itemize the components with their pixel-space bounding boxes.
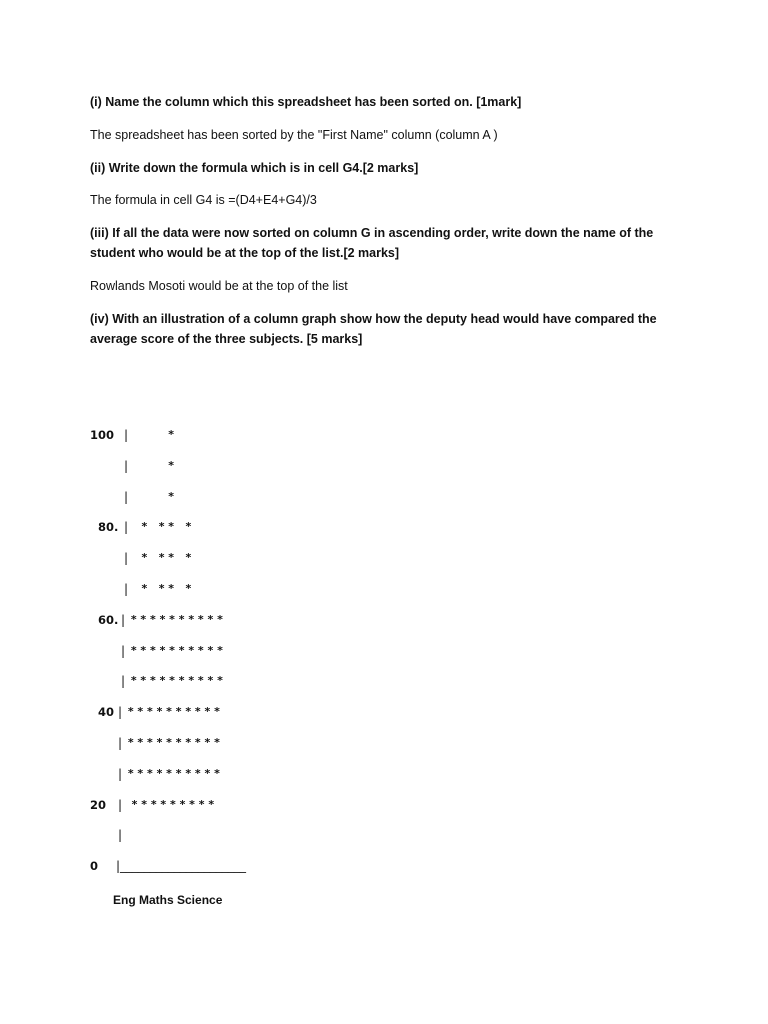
graph-stars: * * * * — [130, 520, 192, 533]
graph-axis-bar: | — [118, 828, 123, 842]
graph-axis-bar: | — [124, 551, 129, 565]
graph-axis-bar: |_____________________ — [116, 859, 247, 873]
graph-x-axis-labels: Eng Maths Science — [113, 893, 223, 907]
graph-axis-bar: | — [118, 736, 123, 750]
question-4-line-1: (iv) With an illustration of a column graph show how the deputy head would have compared the — [90, 312, 657, 326]
graph-axis-bar: | — [118, 705, 123, 719]
graph-y-tick-label: 0 — [90, 859, 99, 873]
graph-stars: * — [130, 459, 175, 472]
graph-y-tick-label: 20 — [90, 798, 107, 812]
graph-stars: * * * * * * * * * * — [127, 644, 223, 657]
graph-stars: * — [130, 428, 175, 441]
question-2: (ii) Write down the formula which is in cell G4.[2 marks] — [90, 161, 419, 175]
question-3-line-2: student who would be at the top of the list.[2 marks] — [90, 246, 400, 260]
graph-stars: * * * * * * * * * — [124, 798, 215, 811]
graph-stars: * * * * * * * * * * — [124, 705, 220, 718]
graph-y-tick-label: 60. — [98, 613, 119, 627]
graph-axis-bar: | — [121, 613, 126, 627]
graph-stars: * * * * * * * * * * — [127, 674, 223, 687]
question-1: (i) Name the column which this spreadsheet has been sorted on. [1mark] — [90, 95, 522, 109]
graph-axis-bar: | — [121, 674, 126, 688]
graph-y-tick-label: 100 — [90, 428, 115, 442]
graph-axis-bar: | — [124, 582, 129, 596]
graph-axis-bar: | — [124, 520, 129, 534]
graph-stars: * * * * — [130, 551, 192, 564]
answer-2: The formula in cell G4 is =(D4+E4+G4)/3 — [90, 193, 317, 207]
graph-stars: * * * * * * * * * * — [124, 736, 220, 749]
graph-stars: * * * * * * * * * * — [127, 613, 223, 626]
graph-stars: * * * * * * * * * * — [124, 767, 220, 780]
graph-axis-bar: | — [121, 644, 126, 658]
graph-axis-bar: | — [124, 490, 129, 504]
graph-axis-bar: | — [118, 798, 123, 812]
graph-stars: * — [130, 490, 175, 503]
question-4-line-2: average score of the three subjects. [5 marks] — [90, 332, 363, 346]
graph-axis-bar: | — [124, 459, 129, 473]
graph-axis-bar: | — [118, 767, 123, 781]
graph-axis-bar: | — [124, 428, 129, 442]
graph-stars: * * * * — [130, 582, 192, 595]
graph-y-tick-label: 40 — [98, 705, 115, 719]
question-3-line-1: (iii) If all the data were now sorted on column G in ascending order, write down the name of the — [90, 226, 654, 240]
answer-3: Rowlands Mosoti would be at the top of the list — [90, 279, 348, 293]
graph-y-tick-label: 80. — [98, 520, 119, 534]
answer-1: The spreadsheet has been sorted by the "First Name" column (column A ) — [90, 128, 498, 142]
